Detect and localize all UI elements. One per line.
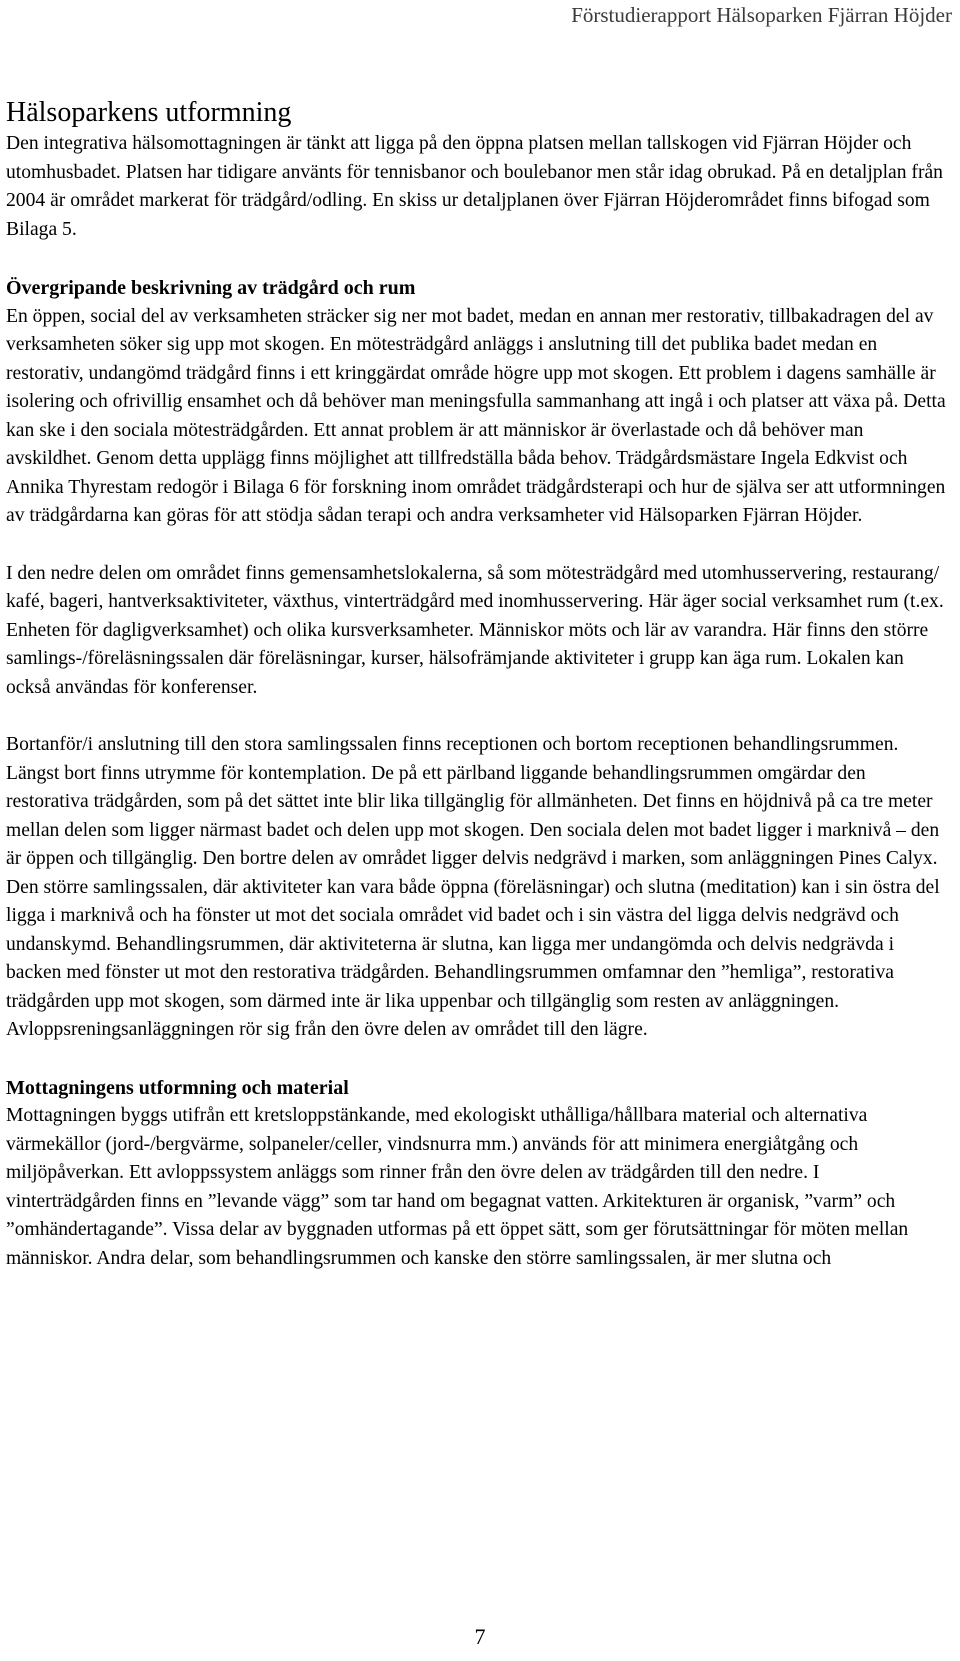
spacer bbox=[6, 1045, 952, 1074]
paragraph-treatment-rooms: Bortanför/i anslutning till den stora samlingssalen finns receptionen och bortom receptionen behandlingsrummen. Längst bort finns utrymme för kontemplation. De på ett pärlband liggande behandlingsrummen omgärdar den restorativa trädgården, som på det sättet inte blir lika tillgänglig för allmänheten. Det finns en höjdnivå på ca tre meter mellan delen som ligger närmast badet och delen upp mot skogen. Den sociala delen mot badet ligger i marknivå – den är öppen och tillgänglig. Den bortre delen av området ligger delvis nedgrävd i marken, som anläggningen Pines Calyx. Den större samlingssalen, där aktiviteter kan vara både öppna (föreläsningar) och slutna (meditation) kan i sin östra del ligga i marknivå och ha fönster ut mot det sociala området vid badet och i sin västra del ligga delvis nedgrävd och undanskymd. Behandlingsrummen, där aktiviteterna är slutna, kan ligga mer undangömda och delvis nedgrävda i backen med fönster ut mot den restorativa trädgården. Behandlingsrummen omfamnar den ”hemliga”, restorativa trädgården upp mot skogen, som därmed inte är lika uppenbar och tillgänglig som resten av anläggningen. Avloppsreningsanläggningen rör sig från den övre delen av området till den lägre. bbox=[6, 734, 940, 1040]
spacer bbox=[6, 702, 952, 731]
page-number: 7 bbox=[474, 1624, 486, 1649]
paragraph-lower-part: I den nedre delen om området finns gemensamhetslokalerna, så som mötesträdgård med utomhusservering, restaurang/ kafé, bageri, hantverksaktiviteter, växthus, vinterträdgård med inomhusservering. Här äger social verksamhet rum (t.ex. Enheten för dagligverksamhet) och olika kursverksamheter. Människor möts och lär av varandra. Här finns den större samlings-/föreläsningssalen där föreläsningar, kurser, hälsofrämjande aktiviteter i grupp kan äga rum. Lokalen kan också användas för konferenser. bbox=[6, 562, 944, 698]
spacer bbox=[6, 244, 952, 274]
section-title: Hälsoparkens utformning bbox=[6, 97, 292, 128]
paragraph-gardens: En öppen, social del av verksamheten sträcker sig ner mot badet, medan en annan mer restorativ, tillbakadragen del av verksamheten söker sig upp mot skogen. En mötesträdgård anläggs i anslutning till det publika badet medan en restorativ, undangömd trädgård finns i ett kringgärdat område högre upp mot skogen. Ett problem i dagens samhälle är isolering och ofrivillig ensamhet och då behöver man meningsfulla sammanhang att ingå i och platser att växa på. Detta kan ske i den sociala mötesträdgården. Ett annat problem är att människor är överlastade och då behöver man avskildhet. Genom detta upplägg finns möjlighet att tillfredställa båda behov. Trädgårdsmästare Ingela Edkvist och Annika Thyrestam redogör i Bilaga 6 för forskning inom området trädgårdsterapi och hur de själva ser att utformningen av trädgårdarna kan göras för att stödja sådan terapi och andra verksamheter vid Hälsoparken Fjärran Höjder. bbox=[6, 305, 946, 526]
subheading-overview: Övergripande beskrivning av trädgård och rum bbox=[6, 277, 416, 299]
subheading-materials: Mottagningens utformning och material bbox=[6, 1076, 349, 1099]
running-header: Förstudierapport Hälsoparken Fjärran Höjder bbox=[571, 3, 952, 27]
intro-paragraph: Den integrativa hälsomottagningen är tänkt att ligga på den öppna platsen mellan tallskogen vid Fjärran Höjder och utomhusbadet. Platsen har tidigare använts för tennisbanor och boulebanor men står idag obrukad. På en detaljplan från 2004 är området markerat för trädgård/odling. En skiss ur detaljplanen över Fjärran Höjderområdet finns bifogad som Bilaga 5. bbox=[6, 133, 943, 240]
spacer bbox=[6, 531, 952, 560]
paragraph-materials: Mottagningen byggs utifrån ett kretsloppstänkande, med ekologiskt uthålliga/hållbara material och alternativa värmekällor (jord-/bergvärme, solpaneler/celler, vindsnurra mm.) används för att minimera energiåtgång och miljöpåverkan. Ett avloppssystem anläggs som rinner från den övre delen av trädgården till den nedre. I vinterträdgården finns en ”levande vägg” som tar hand om begagnat vatten. Arkitekturen är organisk, ”varm” och ”omhändertagande”. Vissa delar av byggnaden utformas på ett öppet sätt, som ger förutsättningar för möten mellan människor. Andra delar, som behandlingsrummen och kanske den större samlingssalen, är mer slutna och bbox=[6, 1105, 909, 1269]
document-body bbox=[6, 96, 952, 1273]
